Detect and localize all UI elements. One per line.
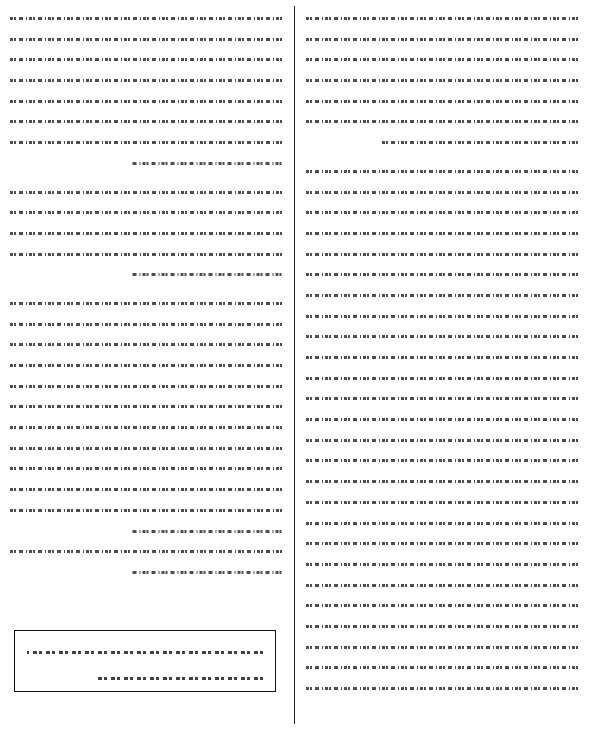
text-line [10,291,282,311]
text-line [306,614,578,634]
text-line [132,262,282,282]
text-line [10,27,282,47]
text-line [10,221,282,241]
text-line [10,130,282,150]
text-line [10,477,282,497]
text-line [306,304,578,324]
text-line [306,635,578,655]
text-line [10,436,282,456]
text-line [10,332,282,352]
text-line [10,47,282,67]
text-line [306,490,578,510]
boxed-notice [14,630,276,692]
text-line [306,593,578,613]
text-line [306,428,578,448]
text-line [10,539,282,559]
text-line [306,47,578,67]
text-line [306,655,578,675]
text-line [306,448,578,468]
text-line [10,89,282,109]
text-line [306,573,578,593]
text-line [306,242,578,262]
text-line [10,109,282,129]
text-line [306,366,578,386]
text-line [10,374,282,394]
text-line [306,531,578,551]
text-line [306,386,578,406]
text-line [132,519,282,539]
text-line [10,6,282,26]
text-line [306,407,578,427]
notice-line [27,639,263,659]
text-line [306,68,578,88]
text-line [306,200,578,220]
column-divider [294,6,295,724]
text-line [132,151,282,171]
right-column [306,6,578,724]
text-line [10,456,282,476]
notice-line [98,665,263,685]
text-line [306,180,578,200]
text-line [382,130,578,150]
left-column [10,6,282,724]
text-line [306,283,578,303]
text-line [306,6,578,26]
text-line [10,498,282,518]
text-line [306,676,578,696]
text-line [306,27,578,47]
text-line [306,552,578,572]
text-line [10,415,282,435]
text-line [306,262,578,282]
text-line [10,242,282,262]
text-line [132,560,282,580]
text-line [306,89,578,109]
text-line [306,511,578,531]
text-line [306,345,578,365]
text-line [306,221,578,241]
text-line [10,180,282,200]
text-line [10,200,282,220]
text-line [306,469,578,489]
text-line [306,109,578,129]
text-line [10,312,282,332]
text-line [10,353,282,373]
text-line [10,68,282,88]
text-line [10,394,282,414]
text-line [306,159,578,179]
text-line [306,324,578,344]
